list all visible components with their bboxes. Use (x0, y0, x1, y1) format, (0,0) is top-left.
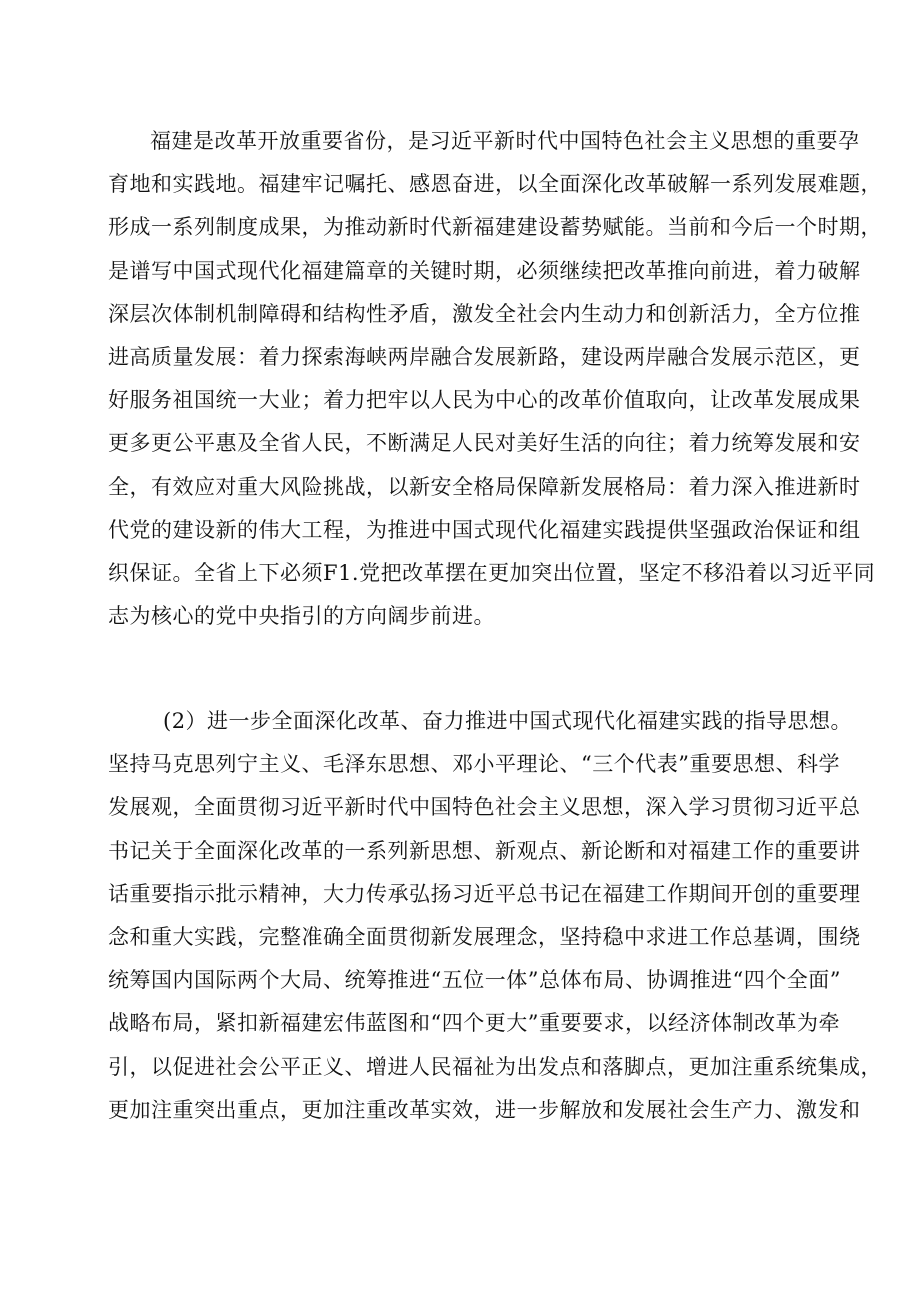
paragraph-line: 全，有效应对重大风险挑战，以新安全格局保障新发展格局：着力深入推进新时 (108, 474, 861, 499)
paragraph-line: 好服务祖国统一大业；着力把牢以人民为中心的改革价值取向，让改革发展成果 (108, 388, 861, 413)
paragraph-line: 书记关于全面深化改革的一系列新思想、新观点、新论断和对福建工作的重要讲 (108, 838, 861, 863)
paragraph-line: 深层次体制机制障碍和结构性矛盾，激发全社会内生动力和创新活力，全方位推 (108, 301, 861, 326)
paragraph-line: 坚持马克思列宁主义、毛泽东思想、邓小平理论、“三个代表”重要思想、科学 (108, 752, 840, 777)
paragraph-line: 引，以促进社会公平正义、增进人民福祉为出发点和落脚点，更加注重系统集成， (108, 1054, 882, 1079)
paragraph-line: 更加注重突出重点，更加注重改革实效，进一步解放和发展社会生产力、激发和 (108, 1097, 861, 1122)
paragraph-line: 福建是改革开放重要省份，是习近平新时代中国特色社会主义思想的重要孕 (150, 129, 860, 153)
paragraph-line: 发展观，全面贯彻习近平新时代中国特色社会主义思想，深入学习贯彻习近平总 (108, 795, 861, 820)
paragraph-line: 是谱写中国式现代化福建篇章的关键时期，必须继续把改革推向前进，着力破解 (108, 258, 861, 283)
paragraph-line: 话重要指示批示精神，大力传承弘扬习近平总书记在福建工作期间开创的重要理 (108, 881, 861, 906)
paragraph-line: 进高质量发展：着力探索海峡两岸融合发展新路，建设两岸融合发展示范区，更 (108, 344, 861, 369)
paragraph-fujian-reform-overview (108, 120, 882, 638)
paragraph-line: 念和重大实践，完整准确全面贯彻新发展理念，坚持稳中求进工作总基调，围绕 (108, 924, 861, 949)
paragraph-line: 志为核心的党中央指引的方向阔步前进。 (108, 604, 495, 629)
paragraph-line: 统筹国内国际两个大局、统筹推进“五位一体”总体布局、协调推进“四个全面” (108, 968, 841, 993)
paragraph-line: 代党的建设新的伟大工程，为推进中国式现代化福建实践提供坚强政治保证和组 (108, 517, 861, 542)
paragraph-line: 更多更公平惠及全省人民，不断满足人民对美好生活的向往；着力统筹发展和安 (108, 431, 861, 456)
section-heading-line: (2）进一步全面深化改革、奋力推进中国式现代化福建实践的指导思想。 (163, 709, 853, 733)
paragraph-guiding-ideology (108, 700, 882, 1132)
paragraph-line: 形成一系列制度成果，为推动新时代新福建建设蓄势赋能。当前和今后一个时期， (108, 215, 882, 240)
paragraph-line: 育地和实践地。福建牢记嘱托、感恩奋进，以全面深化改革破解一系列发展难题， (108, 172, 882, 197)
paragraph-line: 织保证。全省上下必须F1.党把改革摆在更加突出位置，坚定不移沿着以习近平同 (108, 560, 876, 585)
paragraph-line: 战略布局，紧扣新福建宏伟蓝图和“四个更大”重要要求，以经济体制改革为牵 (108, 1011, 840, 1036)
